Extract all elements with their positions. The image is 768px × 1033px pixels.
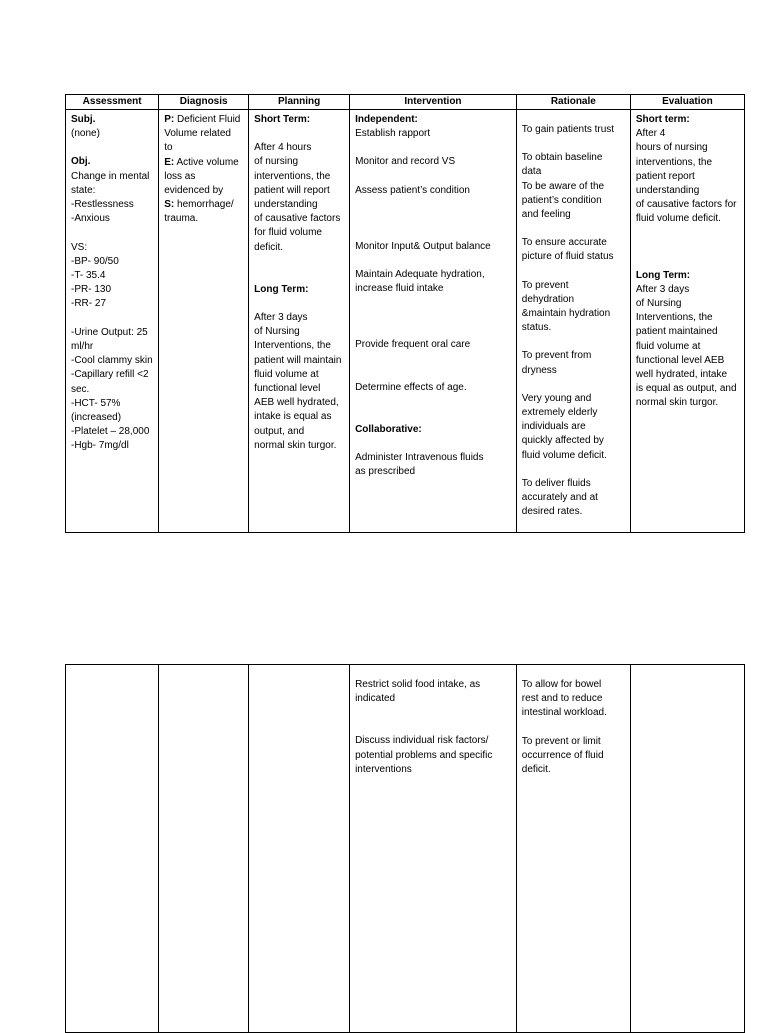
table-header-row: [66, 95, 745, 110]
planning-long-text: After 3 days of Nursing Interventions, the patient will maintain fluid volume at functional level AEB well hydrated, intake is equal as output, and normal skin turgor.: [254, 312, 342, 451]
care-plan-table: [65, 94, 745, 533]
diagnosis-cell: [159, 665, 249, 1033]
rationale-item: To obtain baseline data: [521, 152, 603, 178]
independent-label: Independent:: [355, 114, 418, 125]
assessment-cell: [66, 110, 159, 533]
table-row: [66, 110, 745, 533]
diagnosis-cell: [159, 110, 249, 533]
planning-short-text: After 4 hours of nursing interventions, the patient will report understanding of causative factors for fluid volume deficit.: [254, 142, 341, 253]
header-intervention: Intervention: [350, 95, 517, 110]
subj-label: Subj.: [71, 114, 96, 125]
rationale-item: To deliver fluids accurately and at desired rates.: [521, 477, 598, 518]
evaluation-short-text: After 4 hours of nursing interventions, the patient report understanding of causative factors for fluid volume deficit.: [635, 128, 737, 225]
header-assessment: Assessment: [66, 95, 159, 110]
rationale-item: To prevent or limit occurrence of fluid deficit.: [521, 735, 604, 776]
planning-cell: [249, 110, 350, 533]
rationale-cell: [516, 110, 630, 533]
table-row: [66, 665, 745, 1033]
header-planning: Planning: [249, 95, 350, 110]
intervention-item: Monitor Input& Output balance: [355, 240, 491, 252]
header-evaluation: Evaluation: [630, 95, 744, 110]
rationale-item: To allow for bowel rest and to reduce intestinal workload.: [521, 679, 607, 719]
obj-text: Change in mental state: -Restlessness -Anxious VS: -BP- 90/50 -T- 35.4 -PR- 130 -RR- 27 -Urine Output: 25 ml/hr -Cool clammy skin -Capillary refill <2 sec. -HCT- 57% (increased) -Platelet – 28,000 -Hgb- 7mg/dl: [71, 170, 153, 452]
diagnosis-problem: P: Deficient Fluid Volume related to: [164, 114, 241, 154]
rationale-item: To prevent dehydration &maintain hydration status.: [521, 279, 611, 334]
intervention-cell: [350, 665, 517, 1033]
assessment-cell: [66, 665, 159, 1033]
header-diagnosis: Diagnosis: [159, 95, 249, 110]
intervention-item: Determine effects of age.: [355, 381, 467, 393]
intervention-item: Restrict solid food intake, as indicated: [355, 679, 481, 705]
rationale-item: To be aware of the patient’s condition and feeling: [521, 180, 605, 221]
evaluation-cell: [630, 110, 744, 533]
rationale-item: To ensure accurate picture of fluid status: [521, 237, 614, 263]
rationale-item: To gain patients trust: [521, 124, 615, 135]
intervention-item: Monitor and record VS: [355, 156, 456, 168]
intervention-item: Provide frequent oral care: [355, 339, 471, 351]
intervention-cell: [350, 110, 517, 533]
intervention-item: Administer Intravenous fluids as prescribed: [355, 452, 484, 478]
intervention-item: Maintain Adequate hydration, increase fluid intake: [355, 269, 485, 295]
obj-label: Obj.: [71, 156, 91, 168]
header-rationale: Rationale: [516, 95, 630, 110]
evaluation-cell: [630, 665, 744, 1033]
rationale-cell: [516, 665, 630, 1033]
collaborative-label: Collaborative:: [355, 423, 422, 435]
intervention-item: Discuss individual risk factors/ potential problems and specific interventions: [355, 735, 493, 775]
evaluation-long-text: After 3 days of Nursing Interventions, the patient maintained fluid volume at functional level AEB well hydrated, intake is equal as output, and normal skin turgor.: [635, 283, 737, 409]
spacer: [71, 141, 154, 155]
intervention-item: Assess patient’s condition: [355, 184, 470, 196]
rationale-item: To prevent from dryness: [521, 350, 592, 376]
diagnosis-etiology: E: Active volume loss as evidenced by: [164, 156, 239, 197]
intervention-item: Establish rapport: [355, 128, 431, 140]
diagnosis-signs: S: hemorrhage/ trauma.: [164, 199, 234, 225]
rationale-item: Very young and extremely elderly individuals are quickly affected by fluid volume deficit.: [521, 392, 607, 461]
planning-short-label: Short Term:: [254, 114, 311, 125]
care-plan-table-continued: [65, 664, 745, 1033]
subj-text: (none): [71, 128, 100, 140]
evaluation-long-label: Long Term:: [635, 269, 691, 281]
evaluation-short-label: Short term:: [635, 114, 690, 125]
planning-cell: [249, 665, 350, 1033]
planning-long-label: Long Term:: [254, 283, 309, 295]
